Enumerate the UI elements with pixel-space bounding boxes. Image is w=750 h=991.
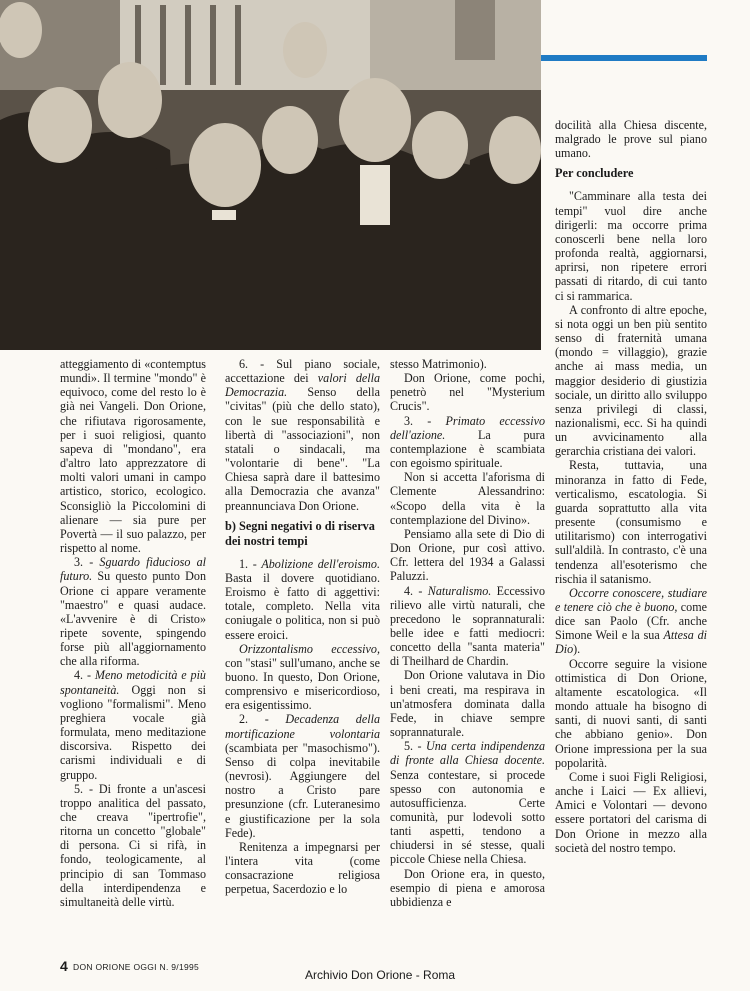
paragraph: Pensiamo alla sete di Dio di Don Orione, pur così attivo. Cfr. lettera del 1934 a Galassi Paluzzi. xyxy=(390,526,545,584)
paragraph: A confronto di altre epoche, si nota oggi un ben più sentito senso di fraternità umana (mondo = villaggio), grazie anche ai mass media, un maggior desiderio di giustizia sociale, un diritto allo sviluppo senza privilegi di classi, nazionalismi, ecc. Si ha quindi un avvicinamento alla gerarchia cristiana dei valori. xyxy=(555,302,707,459)
paragraph: 5. - Una certa indipendenza di fronte alla Chiesa docente. Senza contestare, si procede spesso con autonomia e autosufficienza. Certe comunità, pur lodevoli sotto tanti aspetti, tendono a chiudersi in sé stesse, quali piccole Chiese nella Chiesa. xyxy=(390,739,545,867)
text-column-1 xyxy=(60,357,206,909)
text-column-3 xyxy=(390,357,545,909)
paragraph: Don Orione era, in questo, esempio di piena e amorosa ubbidienza e xyxy=(390,866,545,909)
paragraph: 2. - Decadenza della mortificazione volontaria (scambiata per "masochismo"). Senso di colpa inevitabile (nevrosi). Aggiungere del nostro a Cristo pare presunzione (cfr. Luteranesimo e giustificazione per la sola Fede). xyxy=(225,712,380,840)
paragraph: 1. - Abolizione dell'eroismo. Basta il dovere quotidiano. Eroismo è fatto di aggettivi: totale, completo. Nella vita coniugale o politica, non si può essere eroici. xyxy=(225,556,380,642)
historical-photo xyxy=(0,0,541,350)
magazine-title: DON ORIONE OGGI N. 9/1995 xyxy=(73,962,200,972)
paragraph: "Camminare alla testa dei tempi" vuol dire anche dirigerli: ma occorre prima conoscerli bene nella loro profonda realtà, aggiornarsi, aprirsi, non ripetere errori passati di ritardo, di cui tanto ci si rammarica. xyxy=(555,189,707,303)
paragraph: Don Orione valutava in Dio i beni creati, ma respirava in un'atmosfera dominata dalla Fede, in chiave sempre soprannaturale. xyxy=(390,668,545,740)
paragraph: 4. - Meno metodicità e più spontaneità. Oggi non si vogliono "formalismi". Meno preghiera vocale già formulata, meno meditazione discorsiva. Rispetto dei carismi individuali e di gruppo. xyxy=(60,668,206,782)
section-heading: b) Segni negativi o di riserva dei nostri tempi xyxy=(225,518,375,548)
accent-bar xyxy=(541,55,707,61)
paragraph: stesso Matrimonio). xyxy=(390,357,487,371)
photo-illustration xyxy=(0,0,541,350)
archive-credit: Archivio Don Orione - Roma xyxy=(305,968,456,982)
section-heading: Per concludere xyxy=(555,166,634,181)
paragraph: Non si accetta l'aforisma di Clemente Alessandrino: «Scopo della vita è la contemplazione del Divino». xyxy=(390,470,545,527)
paragraph: Resta, tuttavia, una minoranza in fatto di Fede, verticalismo, escatologia. Si guarda soprattutto alla vita presente (consumismo e utilitarismo) con interrogativi sull'aldilà. In contrasto, c'è una tendenza all'esoterismo che rischia il satanismo. xyxy=(555,458,707,586)
paragraph: Occorre seguire la visione ottimistica di Don Orione, altamente escatologica. «Il mondo attuale ha bisogno di santi, di nuovi santi, di santi che abbiano genio». Don Orione impressiona per la sua popolarità. xyxy=(555,656,707,770)
paragraph: atteggiamento di «contemptus mundi». Il termine "mondo" è equivoco, come del resto lo è già nei Vangeli. Don Orione, che rifiutava rigorosamente, per i suoi religiosi, quanto sapeva di "mondano", era d'altro lato apprezzatore di molti valori umani in campo artistico, storico, ecologico. Sconsigliò la Piccolomini di alienare — sia pure per Povertà — il suo palazzo, per rispetto al nome. xyxy=(60,357,206,556)
paragraph: 5. - Di fronte a un'ascesi troppo analitica del passato, che creava "ipertrofie", ritorna un concetto "globale" di persona. Ci si rifà, in fondo, teologicamente, al principio di san Tommaso della interdipendenza e simultaneità delle virtù. xyxy=(60,781,206,909)
paragraph: docilità alla Chiesa discente, malgrado le prove sul piano umano. xyxy=(555,118,707,161)
paragraph: Renitenza a impegnarsi per l'intera vita (come consacrazione religiosa perpetua, Sacerdozio e lo xyxy=(225,839,380,897)
page-number: 4 xyxy=(60,958,68,974)
paragraph: Occorre conoscere, studiare e tenere ciò che è buono, come dice san Paolo (Cfr. anche Simone Weil e la sua Attesa di Dio). xyxy=(555,585,707,657)
paragraph: Don Orione, come pochi, penetrò nel "Mysterium Crucis". xyxy=(390,371,545,414)
text-column-4 xyxy=(555,118,707,855)
paragraph: 4. - Naturalismo. Eccessivo rilievo alle virtù naturali, che precedono le soprannaturali: belle idee e fatti mediocri: concetto della "santa materia" di Theilhard de Chardin. xyxy=(390,583,545,669)
paragraph: Orizzontalismo eccessivo, con "stasi" sull'umano, anche se buono. In questo, Don Orione, comprensivo e misericordioso, era esigentissimo. xyxy=(225,641,380,713)
text-column-2 xyxy=(225,357,380,896)
paragraph: 3. - Sguardo fiducioso al futuro. Su questo punto Don Orione ci appare veramente "maestro" e quasi audace. «L'avvenire è di Cristo» ripete sovente, spingendo forse più all'aggiornamento che alla riforma. xyxy=(60,555,206,669)
paragraph: Come i suoi Figli Religiosi, anche i Laici — Ex allievi, Amici e Volontari — devono essere portatori del carisma di Don Orione in mezzo alla società del nostro tempo. xyxy=(555,769,707,855)
paragraph: 6. - Sul piano sociale, accettazione dei valori della Democrazia. Senso della "civitas" (più che dello stato), con le sue responsabilità e libertà di "associazioni", non statali o sindacali, ma "volontarie di bene". "La Chiesa saprà dare il battesimo alla Democrazia che avanza" preannunciava Don Orione. xyxy=(225,357,380,513)
paragraph: 3. - Primato eccessivo dell'azione. La pura contemplazione è scambiata con egoismo spirituale. xyxy=(390,413,545,471)
